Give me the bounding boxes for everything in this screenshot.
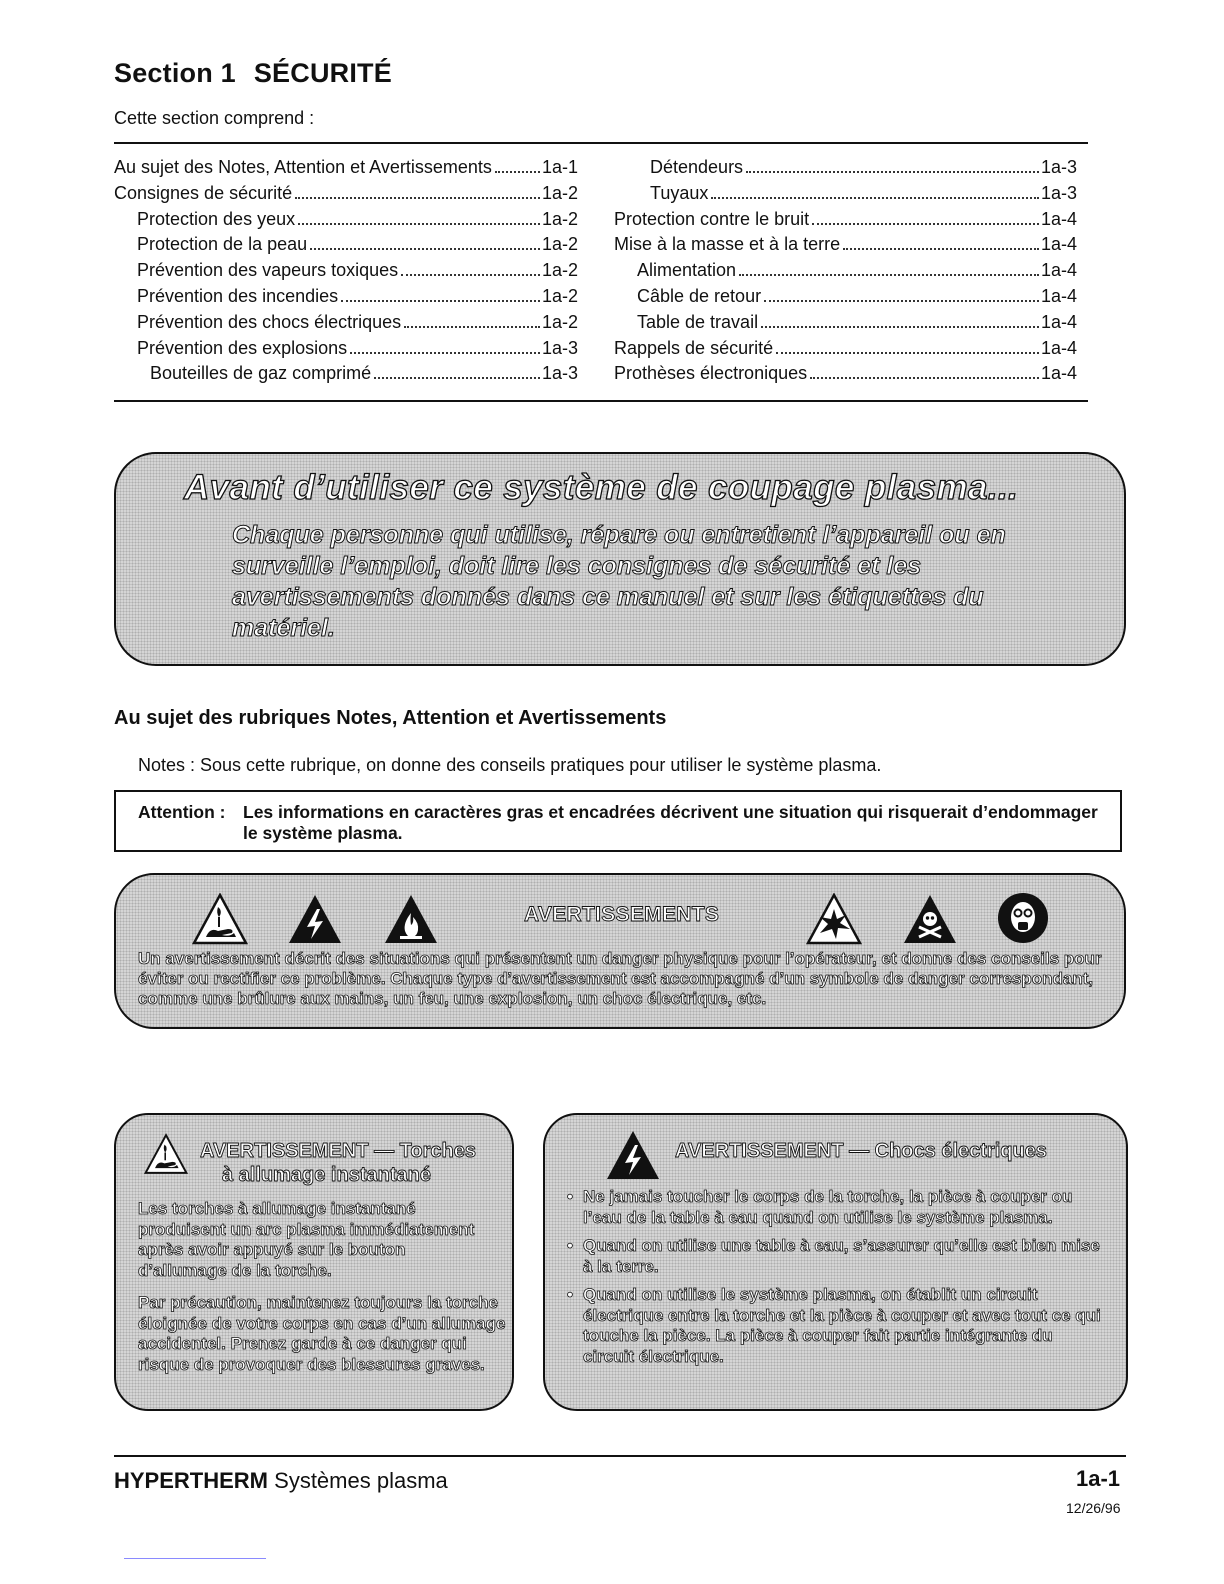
banner-title: Avant d’utiliser ce système de coupage plasma...: [184, 468, 1019, 507]
section-intro: Cette section comprend :: [114, 108, 315, 128]
toc-entry: [614, 361, 1077, 387]
toc-leader-dots: [295, 197, 540, 199]
shock-warning-bullet: • Quand on utilise une table à eau, s’assurer qu’elle est bien mise à la terre.: [567, 1236, 1105, 1277]
toc-entry-page: 1a-2: [541, 208, 578, 229]
torch-warning-paragraph-2: Par précaution, maintenez toujours la torche éloignée de votre corps en cas d’un allumage accidentel. Prenez garde à ce danger qui risque de provoquer des blessures graves.: [138, 1293, 506, 1374]
toc-entry-page: 1a-2: [541, 311, 578, 332]
toc-entry: [114, 284, 578, 310]
torch-warning-title-line2: à allumage instantané: [222, 1164, 431, 1186]
attention-label: Attention :: [138, 802, 226, 822]
toc-entry-title: Câble de retour: [637, 285, 762, 306]
toc-entry: [114, 181, 578, 207]
shock-warning-list: [567, 1187, 1105, 1375]
torch-warning-paragraph-1: Les torches à allumage instantané produisent un arc plasma immédiatement après avoir appuyé sur le bouton d’allumage de la torche.: [138, 1199, 475, 1280]
electric-shock-icon: [605, 1129, 661, 1181]
warnings-title: AVERTISSEMENTS: [524, 903, 720, 926]
section-title: [114, 58, 392, 89]
toc-entry: [614, 258, 1077, 284]
scan-artifact-line: [124, 1558, 266, 1559]
shock-warning-title: AVERTISSEMENT — Chocs électriques: [675, 1140, 1047, 1162]
notes-heading: Au sujet des rubriques Notes, Attention et Avertissements: [114, 707, 667, 729]
toc-leader-dots: [711, 197, 1039, 199]
toc-entry-title: Rappels de sécurité: [614, 337, 774, 358]
torch-warning-title-line1: AVERTISSEMENT — Torches: [200, 1140, 476, 1162]
hand-burn-icon: [144, 1133, 188, 1175]
toc-entry-title: Table de travail: [637, 311, 759, 332]
toc-entry-title: Tuyaux: [650, 182, 709, 203]
toc-entry-title: Protection contre le bruit: [614, 208, 810, 229]
toc-entry-title: Prévention des explosions: [137, 337, 348, 358]
toc-entry: [614, 310, 1077, 336]
toc-entry-page: 1a-4: [1040, 234, 1077, 255]
hand-burn-icon: [192, 893, 248, 945]
toc-leader-dots: [843, 248, 1039, 250]
shock-warning-bullet: • Quand on utilise le système plasma, on établit un circuit électrique entre la torche et la pièce à couper et avec tout ce qui touche la pièce. La pièce à couper fait partie intégrante du circuit électrique.: [567, 1285, 1105, 1367]
toc-leader-dots: [810, 377, 1039, 379]
toc-leader-dots: [310, 248, 540, 250]
shock-warning-box: [543, 1113, 1128, 1411]
toc-leader-dots: [404, 326, 540, 328]
toc-entry: [614, 232, 1077, 258]
toc-leader-dots: [374, 377, 540, 379]
toc-leader-dots: [298, 223, 540, 225]
gas-mask-icon: [996, 891, 1050, 945]
top-rule: [114, 142, 1088, 144]
toc-entry-title: Détendeurs: [650, 157, 744, 177]
toc-leader-dots: [401, 274, 540, 276]
footer-brand-name: HYPERTHERM: [114, 1468, 269, 1493]
section-number: Section 1: [114, 58, 236, 88]
warnings-box: [114, 873, 1126, 1029]
toc-leader-dots: [341, 300, 540, 302]
attention-text: Les informations en caractères gras et encadrées décrivent une situation qui risquerait d’endommager le système plasma.: [243, 802, 1098, 843]
toc-entry-title: Bouteilles de gaz comprimé: [150, 363, 372, 384]
footer-brand: [114, 1468, 448, 1494]
toc-entry-title: Alimentation: [637, 260, 737, 281]
toc-entry-title: Protection des yeux: [137, 208, 296, 229]
toc-entry: [114, 336, 578, 362]
toc-entry-page: 1a-2: [541, 285, 578, 306]
footer-product: Systèmes plasma: [274, 1468, 448, 1493]
toc-entry-page: 1a-3: [541, 363, 578, 384]
footer-rule: [114, 1455, 1126, 1457]
toc-entry-page: 1a-4: [1040, 285, 1077, 306]
toc-entry: [614, 155, 1077, 181]
toc-entry-page: 1a-4: [1040, 260, 1077, 281]
toc-leader-dots: [739, 274, 1039, 276]
toc-entry-title: Protection de la peau: [137, 234, 308, 255]
safety-banner: [114, 452, 1126, 666]
toc-leader-dots: [495, 171, 540, 173]
toc-entry: [114, 310, 578, 336]
toc-leader-dots: [764, 300, 1039, 302]
toc-entry-page: 1a-2: [541, 234, 578, 255]
toc-entry-title: Au sujet des Notes, Attention et Avertissements: [114, 157, 492, 177]
toc-entry-page: 1a-4: [1040, 363, 1077, 384]
toc-leader-dots: [776, 352, 1039, 354]
toc-left-column: [114, 155, 578, 387]
toc-entry-page: 1a-4: [1040, 337, 1077, 358]
page-number: 1a-1: [1076, 1466, 1121, 1491]
toc-entry-title: Prévention des chocs électriques: [137, 311, 402, 332]
toc-leader-dots: [812, 223, 1039, 225]
banner-body: Chaque personne qui utilise, répare ou entretient l’appareil ou en surveille l’emploi, doit lire les consignes de sécurité et les avertissements donnés dans ce manuel et sur les étiquettes du matériel.: [232, 521, 1006, 642]
revision-date: 12/26/96: [1066, 1500, 1121, 1516]
toc-entry: [114, 207, 578, 233]
toc-entry: [614, 207, 1077, 233]
fire-icon: [383, 893, 439, 945]
toc-entry-title: Prothèses électroniques: [614, 363, 808, 384]
notes-text: Notes : Sous cette rubrique, on donne des conseils pratiques pour utiliser le système plasma.: [138, 755, 882, 775]
toc-entry: [614, 181, 1077, 207]
toc-entry-page: 1a-2: [541, 182, 578, 203]
toc-entry-page: 1a-2: [541, 260, 578, 281]
toc-leader-dots: [350, 352, 540, 354]
toc-leader-dots: [746, 171, 1039, 173]
toc-entry-title: Mise à la masse et à la terre: [614, 234, 841, 255]
attention-box: [114, 790, 1122, 852]
toc-right-column: [614, 155, 1077, 387]
toc-entry: [114, 232, 578, 258]
toc-entry: [114, 361, 578, 387]
warnings-body: Un avertissement décrit des situations qui présentent un danger physique pour l’opérateur, et donne des conseils pour éviter ou rectifier ce problème. Chaque type d’avertissement est accompagné d’un symbole de danger correspondant, comme une brûlure aux mains, un feu, une explosion, un choc électrique, etc.: [138, 949, 1102, 1008]
toxic-skull-icon: [902, 893, 958, 945]
toc-entry-page: 1a-4: [1040, 208, 1077, 229]
toc-entry-title: Prévention des vapeurs toxiques: [137, 260, 399, 281]
toc-entry: [114, 155, 578, 181]
toc-entry-page: 1a-1: [541, 157, 578, 177]
toc-entry: [614, 336, 1077, 362]
toc-entry-page: 1a-3: [1040, 182, 1077, 203]
toc-entry: [114, 258, 578, 284]
toc-entry-page: 1a-3: [541, 337, 578, 358]
torch-warning-box: [114, 1113, 514, 1411]
toc-entry: [614, 284, 1077, 310]
toc-bottom-rule: [114, 400, 1088, 402]
toc-entry-title: Consignes de sécurité: [114, 182, 293, 203]
shock-warning-bullet: • Ne jamais toucher le corps de la torche, la pièce à couper ou l’eau de la table à eau quand on utilise le système plasma.: [567, 1187, 1105, 1228]
section-name: SÉCURITÉ: [253, 58, 392, 88]
toc-entry-page: 1a-3: [1040, 157, 1077, 177]
toc-leader-dots: [761, 326, 1039, 328]
explosion-icon: [806, 893, 862, 945]
toc-entry-title: Prévention des incendies: [137, 285, 339, 306]
electric-shock-icon: [287, 893, 343, 945]
toc-entry-page: 1a-4: [1040, 311, 1077, 332]
